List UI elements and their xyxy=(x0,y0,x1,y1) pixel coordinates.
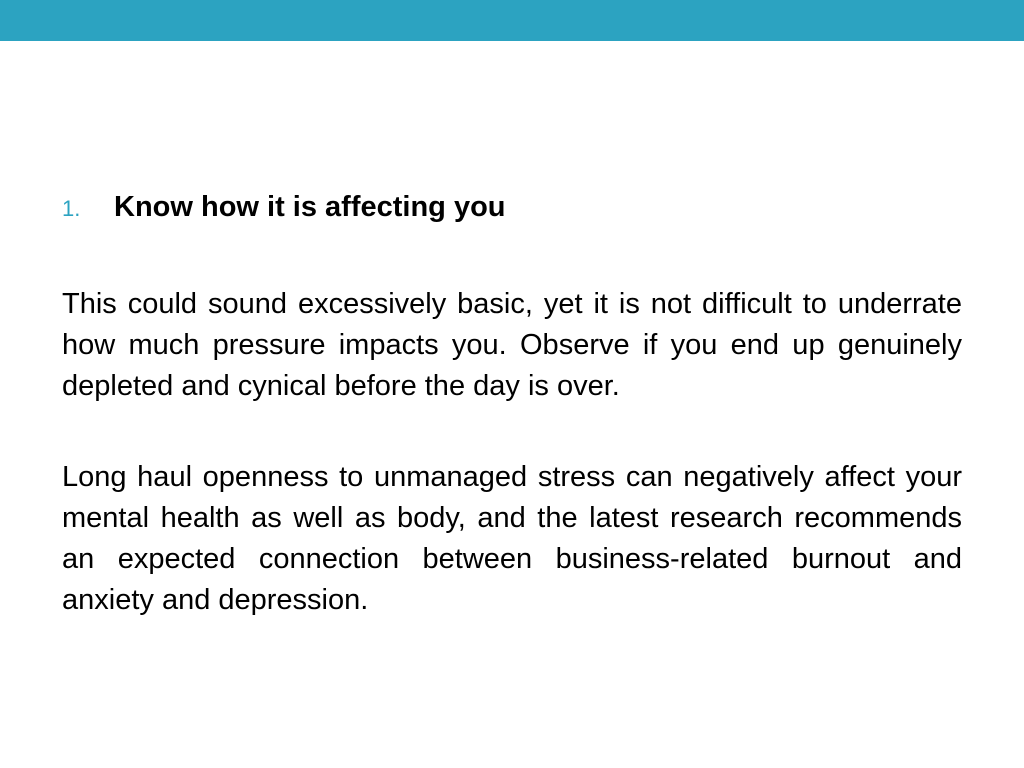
body-paragraph-2: Long haul openness to unmanaged stress can negatively affect your mental health as well as body, and the latest research recommends an expected connection between business-related burnout and anxiety and depression. xyxy=(62,461,962,616)
body-paragraph-1: This could sound excessively basic, yet it is not difficult to underrate how much pressure impacts you. Observe if you end up genuinely depleted and cynical before the day is over. xyxy=(62,288,962,402)
list-number: 1. xyxy=(62,196,81,221)
header-accent-bar xyxy=(0,0,1024,41)
numbered-list-item xyxy=(62,188,962,228)
list-heading: Know how it is affecting you xyxy=(114,191,506,223)
